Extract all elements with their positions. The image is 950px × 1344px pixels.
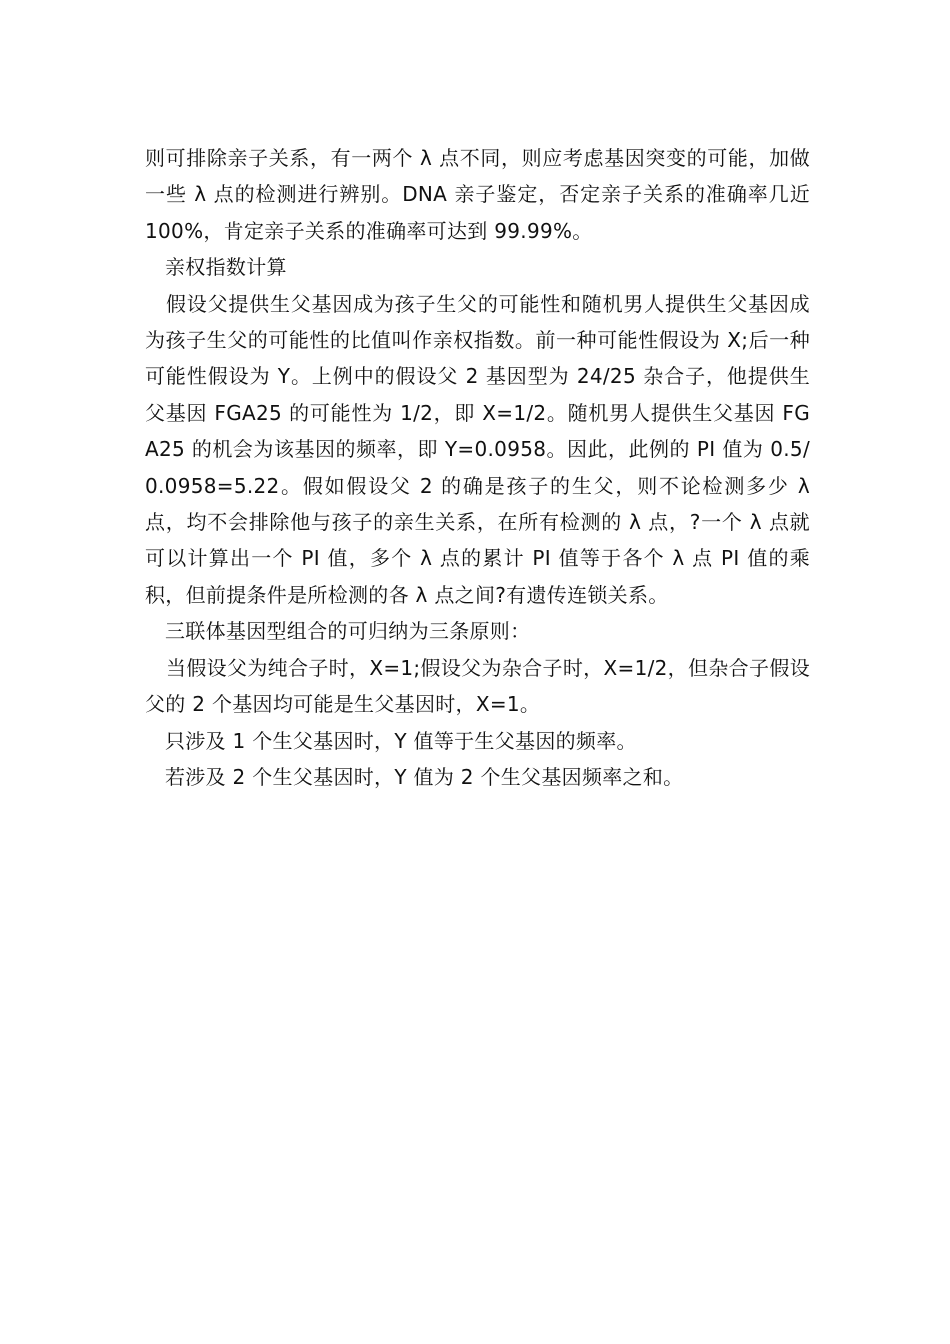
paragraph-principle-two: 只涉及 1 个生父基因时，Y 值等于生父基因的频率。 [165, 728, 637, 753]
document-body [145, 140, 810, 795]
section-heading-paternity-index: 亲权指数计算 [165, 255, 287, 280]
paragraph-principle-one: 当假设父为纯合子时，X=1;假设父为杂合子时，X=1/2，但杂合子假设父的 2 个基因均可能是生父基因时，X=1。 [145, 655, 810, 717]
paragraph-principle-three: 若涉及 2 个生父基因时，Y 值为 2 个生父基因频率之和。 [165, 764, 684, 789]
paragraph-paternity-index-definition: 假设父提供生父基因成为孩子生父的可能性和随机男人提供生父基因成为孩子生父的可能性的比值叫作亲权指数。前一种可能性假设为 X;后一种可能性假设为 Y。上例中的假设父 2 基因型为 24/25 杂合子，他提供生父基因 FGA25 的可能性为 1/2，即 X=1/2。随机男人提供生父基因 FGA25 的机会为该基因的频率，即 Y=0.0958。因此，此例的 PI 值为 0.5/0.0958=5.22。假如假设父 2 的确是孩子的生父，则不论检测多少 λ 点，均不会排除他与孩子的亲生关系，在所有检测的 λ 点，?一个 λ 点就可以计算出一个 PI 值，多个 λ 点的累计 PI 值等于各个 λ 点 PI 值的乘积，但前提条件是所检测的各 λ 点之间?有遗传连锁关系。 [145, 291, 810, 607]
paragraph-paternity-conclusion: 则可排除亲子关系，有一两个 λ 点不同，则应考虑基因突变的可能，加做一些 λ 点的检测进行辨别。DNA 亲子鉴定，否定亲子关系的准确率几近 100%，肯定亲子关系的准确率可达到 99.99%。 [145, 146, 810, 243]
paragraph-trio-principles-intro: 三联体基因型组合的可归纳为三条原则： [165, 619, 531, 644]
